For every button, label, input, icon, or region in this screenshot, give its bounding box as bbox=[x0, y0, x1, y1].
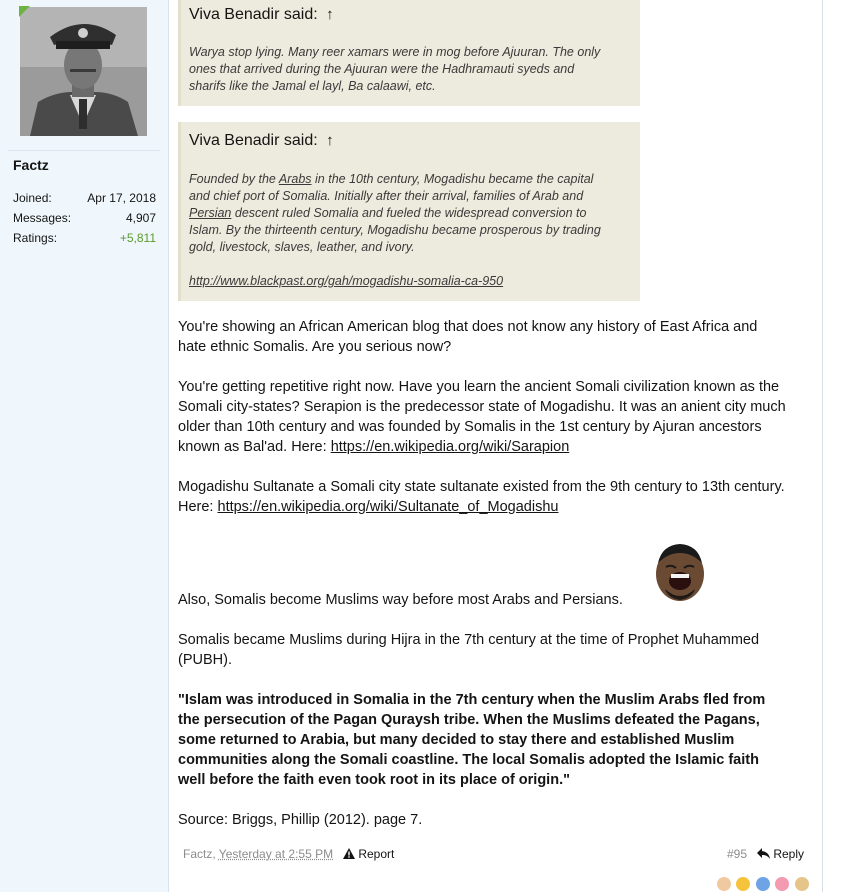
text-line: Mogadishu Sultanate a Somali city state sultanate existed from the 9th century to 13th century. bbox=[178, 479, 785, 495]
brush-reaction-icon[interactable] bbox=[795, 877, 809, 891]
post-author[interactable]: Factz, bbox=[183, 847, 219, 861]
persian-link[interactable]: Persian bbox=[189, 206, 232, 220]
text-line: You're getting repetitive right now. Have you learn the ancient Somali civilization known as the bbox=[178, 379, 780, 395]
text-line bbox=[178, 437, 818, 457]
reactions-bar[interactable] bbox=[717, 877, 810, 892]
text-line: You're showing an African American blog that does not know any history of East Africa and bbox=[178, 319, 758, 335]
sultanate-link[interactable]: https://en.wikipedia.org/wiki/Sultanate_of_Mogadishu bbox=[217, 499, 559, 515]
quote-header bbox=[189, 132, 334, 150]
stat-value: Apr 17, 2018 bbox=[87, 191, 156, 205]
text-line: Also, Somalis become Muslims way before most Arabs and Persians. bbox=[178, 592, 623, 608]
text-line: some returned to Arabia, but many decided to stay there and established Muslim bbox=[178, 732, 735, 748]
quote-line: and chief port of Somalia. Initially after their arrival, families of Arab and bbox=[189, 189, 584, 203]
text-line: hate ethnic Somalis. Are you serious now? bbox=[178, 339, 452, 355]
stat-ratings bbox=[13, 231, 156, 247]
text: known as Bal'ad. Here: bbox=[178, 439, 331, 455]
reply-icon bbox=[757, 847, 773, 861]
stat-value: 4,907 bbox=[125, 211, 156, 225]
stat-label: Joined: bbox=[13, 191, 52, 205]
bold-citation bbox=[178, 690, 818, 790]
user-sidebar bbox=[0, 0, 169, 892]
info-reaction-icon[interactable] bbox=[756, 877, 770, 891]
source-line: Source: Briggs, Phillip (2012). page 7. bbox=[178, 812, 423, 828]
reply-label: Reply bbox=[773, 847, 805, 861]
text: Here: bbox=[178, 499, 218, 515]
quote-block bbox=[178, 0, 640, 106]
text-line: the persecution of the Pagan Quraysh tribe. When the Muslims defeated the Pagans, bbox=[178, 712, 760, 728]
quote-line: Warya stop lying. Many reer xamars were in mog before Ajuuran. The only bbox=[189, 45, 601, 59]
paragraph bbox=[178, 810, 818, 830]
text-line: Somalis became Muslims during Hijra in the 7th century at the time of Prophet Muhammed bbox=[178, 632, 760, 648]
sidebar-divider bbox=[8, 150, 160, 151]
text-line: Somali city-states? Serapion is the predecessor state of Mogadishu. It was an anient city much bbox=[178, 399, 786, 415]
quote-line bbox=[189, 205, 629, 222]
text-line: "Islam was introduced in Somalia in the 7th century when the Muslim Arabs fled from bbox=[178, 692, 766, 708]
quote-block bbox=[178, 122, 640, 301]
text: descent ruled Somalia and fueled the widespread conversion to bbox=[231, 206, 587, 220]
text-line: (PUBH). bbox=[178, 652, 232, 668]
blackpast-link[interactable]: http://www.blackpast.org/gah/mogadishu-somalia-ca-950 bbox=[189, 274, 504, 288]
text-line bbox=[178, 497, 818, 517]
paragraph bbox=[178, 630, 818, 670]
post-meta bbox=[183, 847, 333, 861]
text-line: communities along the Somali coastline. The local Somalis adopted the Islamic faith bbox=[178, 752, 759, 768]
like-reaction-icon[interactable] bbox=[717, 877, 731, 891]
post-number[interactable]: #95 bbox=[727, 847, 748, 861]
stat-value: +5,811 bbox=[119, 231, 156, 245]
text: Founded by the bbox=[189, 172, 279, 186]
quote-line: sharifs like the Jamal el layl, Ba calaawi, etc. bbox=[189, 79, 436, 93]
paragraph bbox=[178, 590, 818, 610]
jump-to-quote-icon[interactable]: ↑ bbox=[326, 6, 334, 23]
quote-line: gold, livestock, slaves, leather, and ivory. bbox=[189, 240, 415, 254]
quote-line: ones that arrived during the Ajuuran were the Hadhramauti syeds and bbox=[189, 62, 575, 76]
heart-reaction-icon[interactable] bbox=[775, 877, 789, 891]
stat-messages bbox=[13, 211, 156, 227]
paragraph bbox=[178, 317, 818, 357]
warning-icon bbox=[343, 847, 358, 861]
text-line: older than 10th century and was founded by Somalis in the 1st century by Ajuran ancestors bbox=[178, 419, 762, 435]
jump-to-quote-icon[interactable]: ↑ bbox=[326, 132, 334, 149]
arabs-link[interactable]: Arabs bbox=[278, 172, 312, 186]
sarapion-link[interactable]: https://en.wikipedia.org/wiki/Sarapion bbox=[330, 439, 570, 455]
post-timestamp[interactable]: Yesterday at 2:55 PM bbox=[218, 847, 334, 861]
quote-body bbox=[189, 171, 629, 290]
laugh-reaction-icon[interactable] bbox=[736, 877, 750, 891]
paragraph bbox=[178, 477, 818, 517]
quote-header bbox=[189, 6, 334, 24]
report-button[interactable] bbox=[343, 847, 394, 861]
quote-author: Viva Benadir said: bbox=[189, 6, 318, 23]
text: in the 10th century, Mogadishu became the capital bbox=[311, 172, 594, 186]
stat-joined bbox=[13, 191, 156, 207]
reply-button[interactable] bbox=[757, 847, 804, 861]
quote-body bbox=[189, 44, 629, 95]
quote-line: Islam. By the thirteenth century, Mogadishu became prosperous by trading bbox=[189, 223, 601, 237]
text-line: well before the faith even took root in its place of origin." bbox=[178, 772, 570, 788]
laughing-face-icon bbox=[652, 541, 708, 603]
quote-line bbox=[189, 171, 629, 188]
stat-label: Ratings: bbox=[13, 231, 58, 245]
quote-author: Viva Benadir said: bbox=[189, 132, 318, 149]
paragraph bbox=[178, 377, 818, 457]
stat-label: Messages: bbox=[13, 211, 72, 225]
report-label: Report bbox=[358, 847, 395, 861]
username[interactable]: Factz bbox=[13, 157, 49, 173]
online-indicator-icon bbox=[19, 6, 30, 17]
avatar[interactable] bbox=[20, 7, 147, 136]
